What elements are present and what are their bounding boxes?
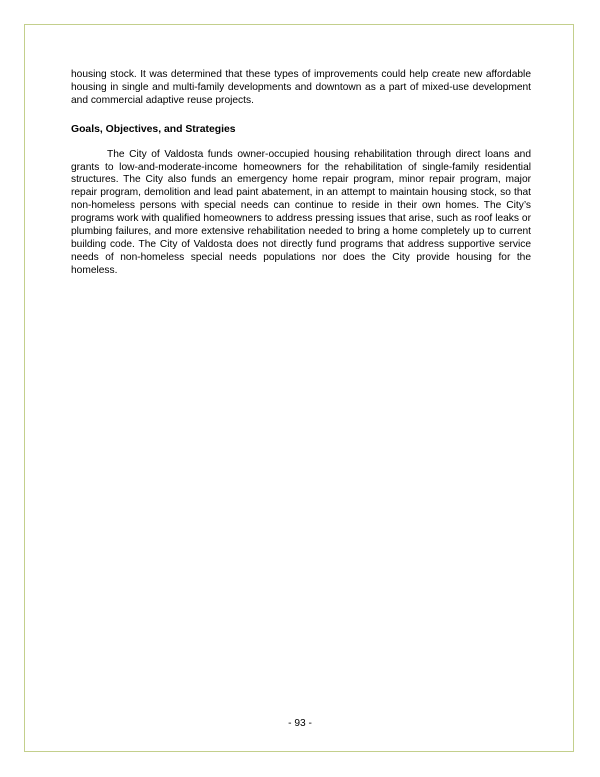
body-paragraph: The City of Valdosta funds owner-occupied housing rehabilitation through direct loans and grants to low-and-moderate-income homeowners for the rehabilitation of single-family residential structures. The City also funds an emergency home repair program, minor repair program, major repair program, demolition and lead paint abatement, in an attempt to maintain housing stock, so that non-homeless persons with special needs can continue to reside in their own homes. The City’s programs work with qualified homeowners to address pressing issues that arise, such as roof leaks or plumbing failures, and more extensive rehabilitation needed to bring a home completely up to current building code. The City of Valdosta does not directly fund programs that address supportive service needs of non-homeless special needs populations nor does the City provide housing for the homeless. [71, 148, 531, 276]
section-heading: Goals, Objectives, and Strategies [71, 123, 236, 135]
intro-paragraph: housing stock. It was determined that these types of improvements could help create new affordable housing in single and multi-family developments and downtown as a part of mixed-use development and commercial adaptive reuse projects. [71, 69, 531, 106]
document-body [71, 69, 531, 278]
page-number: - 93 - [288, 718, 312, 729]
